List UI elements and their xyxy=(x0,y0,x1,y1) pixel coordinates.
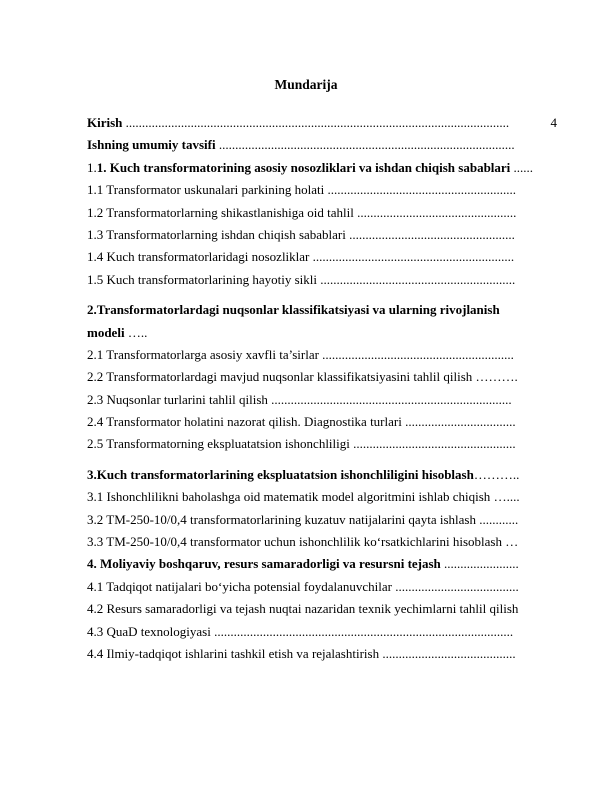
toc-entry-leader: ……….. xyxy=(473,466,520,482)
toc-entry-leader: .............................................................. xyxy=(309,249,515,265)
toc-entry-leader: ................................................... xyxy=(345,226,515,242)
toc-entry-leader: ….. xyxy=(124,324,148,340)
toc-entry-label: 3.1 Ishonchlilikni baholashga oid matematik model algoritmini ishlab chiqish xyxy=(87,489,491,505)
toc-entry[interactable] xyxy=(87,553,557,575)
toc-entry[interactable] xyxy=(87,269,557,291)
toc-entry-leader: .......................................................................... xyxy=(267,391,512,407)
toc-entry-leader: ............ xyxy=(475,511,519,527)
toc-entry-label: 1.2 Transformatorlarning shikastlanishiga oid tahlil xyxy=(87,204,354,220)
toc-entry[interactable] xyxy=(87,389,557,411)
toc-entry-leader: ............................................................................................ xyxy=(210,623,514,639)
toc-entry[interactable] xyxy=(87,598,557,620)
toc-entry[interactable] xyxy=(87,366,557,388)
toc-entry[interactable] xyxy=(87,224,557,246)
toc-entry-leader: ...................................................................................................................... xyxy=(122,115,510,130)
toc-entry[interactable] xyxy=(87,179,557,201)
toc-entry-label: 4.4 Ilmiy-tadqiqot ishlarini tashkil etish va rejalashtirish xyxy=(87,645,380,661)
toc-entry[interactable] xyxy=(87,157,557,179)
toc-entry-leader: … xyxy=(501,534,519,550)
toc-entry-leader: ........................................................... xyxy=(318,346,514,362)
toc-entry-leader: ......................................... xyxy=(379,645,516,661)
toc-entry-label: 3.Kuch transformatorlarining ekspluatatsion ishonchliligini hisoblash xyxy=(87,466,474,482)
toc-entry-leader: ...................................... xyxy=(391,578,519,594)
toc-entry-label: 3.3 TM-250-10/0,4 transformator uchun ishonchlilik ko‘rsatkichlarini hisoblash xyxy=(87,534,502,550)
toc-entry-label: Kirish xyxy=(87,115,123,130)
toc-entry-leader: .................................. xyxy=(401,414,516,430)
toc-entry[interactable] xyxy=(87,433,557,455)
toc-entry-page: 4 xyxy=(549,112,558,134)
toc-entry-label: 4.2 Resurs samaradorligi va tejash nuqtai nazaridan texnik yechimlarni tahlil qilish xyxy=(87,601,519,617)
toc-entry[interactable] xyxy=(87,464,557,486)
toc-entry[interactable] xyxy=(87,134,557,156)
toc-entry-label: 4.1 Tadqiqot natijalari bo‘yicha potensial foydalanuvchilar xyxy=(87,578,392,594)
toc-entry-leader: ............................................................ xyxy=(316,271,516,287)
toc-entry-label: modeli xyxy=(87,324,125,340)
toc-entry-leader: ........................................................................................... xyxy=(215,137,515,153)
toc-entry-prefix: 1. xyxy=(87,159,97,175)
toc-entry-leader: .................................................. xyxy=(349,436,516,452)
toc-entry[interactable] xyxy=(87,246,557,268)
toc-entry-leader: ………. xyxy=(472,369,518,385)
toc-entry-label: 2.2 Transformatorlardagi mavjud nuqsonlar klassifikatsiyasini tahlil qilish xyxy=(87,369,473,385)
toc-title: Mundarija xyxy=(274,77,338,92)
toc-entry[interactable] xyxy=(87,486,557,508)
toc-entry-label: 1.1 Transformator uskunalari parkining holati xyxy=(87,182,325,198)
toc-entry-label: Ishning umumiy tavsifi xyxy=(87,137,216,153)
toc-entry[interactable] xyxy=(87,202,557,224)
toc-entry[interactable] xyxy=(87,531,557,553)
toc-entry-label: 1.5 Kuch transformatorlarining hayotiy sikli xyxy=(87,271,317,287)
toc-entry-leader: ….... xyxy=(490,489,520,505)
toc-entry-label: 4. Moliyaviy boshqaruv, resurs samaradorligi va resursni tejash xyxy=(87,556,441,572)
toc-entry-label: 2.Transformatorlardagi nuqsonlar klassifikatsiyasi va ularning rivojlanish xyxy=(87,302,500,318)
toc-entry[interactable] xyxy=(87,643,557,665)
toc-entry-leader: ....................... xyxy=(440,556,519,572)
toc-entry[interactable] xyxy=(87,322,557,344)
toc-entry-label: 3.2 TM-250-10/0,4 transformatorlarining kuzatuv natijalarini qayta ishlash xyxy=(87,511,476,527)
toc-entry-leader: .......................................................... xyxy=(324,182,516,198)
toc-entry-label: 2.1 Transformatorlarga asosiy xavfli ta’sirlar xyxy=(87,346,319,362)
toc-entry-leader: ................................................. xyxy=(353,204,517,220)
toc-entry-label: 2.3 Nuqsonlar turlarini tahlil qilish xyxy=(87,391,268,407)
toc-entry-label: 2.4 Transformator holatini nazorat qilish. Diagnostika turlari xyxy=(87,414,402,430)
table-of-contents xyxy=(87,112,557,665)
toc-entry[interactable] xyxy=(87,411,557,433)
toc-entry-label: 1. Kuch transformatorining asosiy nosozliklari va ishdan chiqish sabablari xyxy=(96,159,511,175)
toc-entry-label: 4.3 QuaD texnologiyasi xyxy=(87,623,211,639)
toc-entry[interactable] xyxy=(87,112,557,134)
toc-entry-label: 1.4 Kuch transformatorlaridagi nosozliklar xyxy=(87,249,310,265)
toc-entry-leader: ...... xyxy=(510,159,534,175)
toc-entry-label: 1.3 Transformatorlarning ishdan chiqish sabablari xyxy=(87,226,346,242)
toc-entry[interactable] xyxy=(87,621,557,643)
toc-entry-label: 2.5 Transformatorning ekspluatatsion ishonchliligi xyxy=(87,436,350,452)
toc-entry[interactable] xyxy=(87,299,557,321)
toc-entry[interactable] xyxy=(87,509,557,531)
toc-entry[interactable] xyxy=(87,576,557,598)
toc-entry[interactable] xyxy=(87,344,557,366)
